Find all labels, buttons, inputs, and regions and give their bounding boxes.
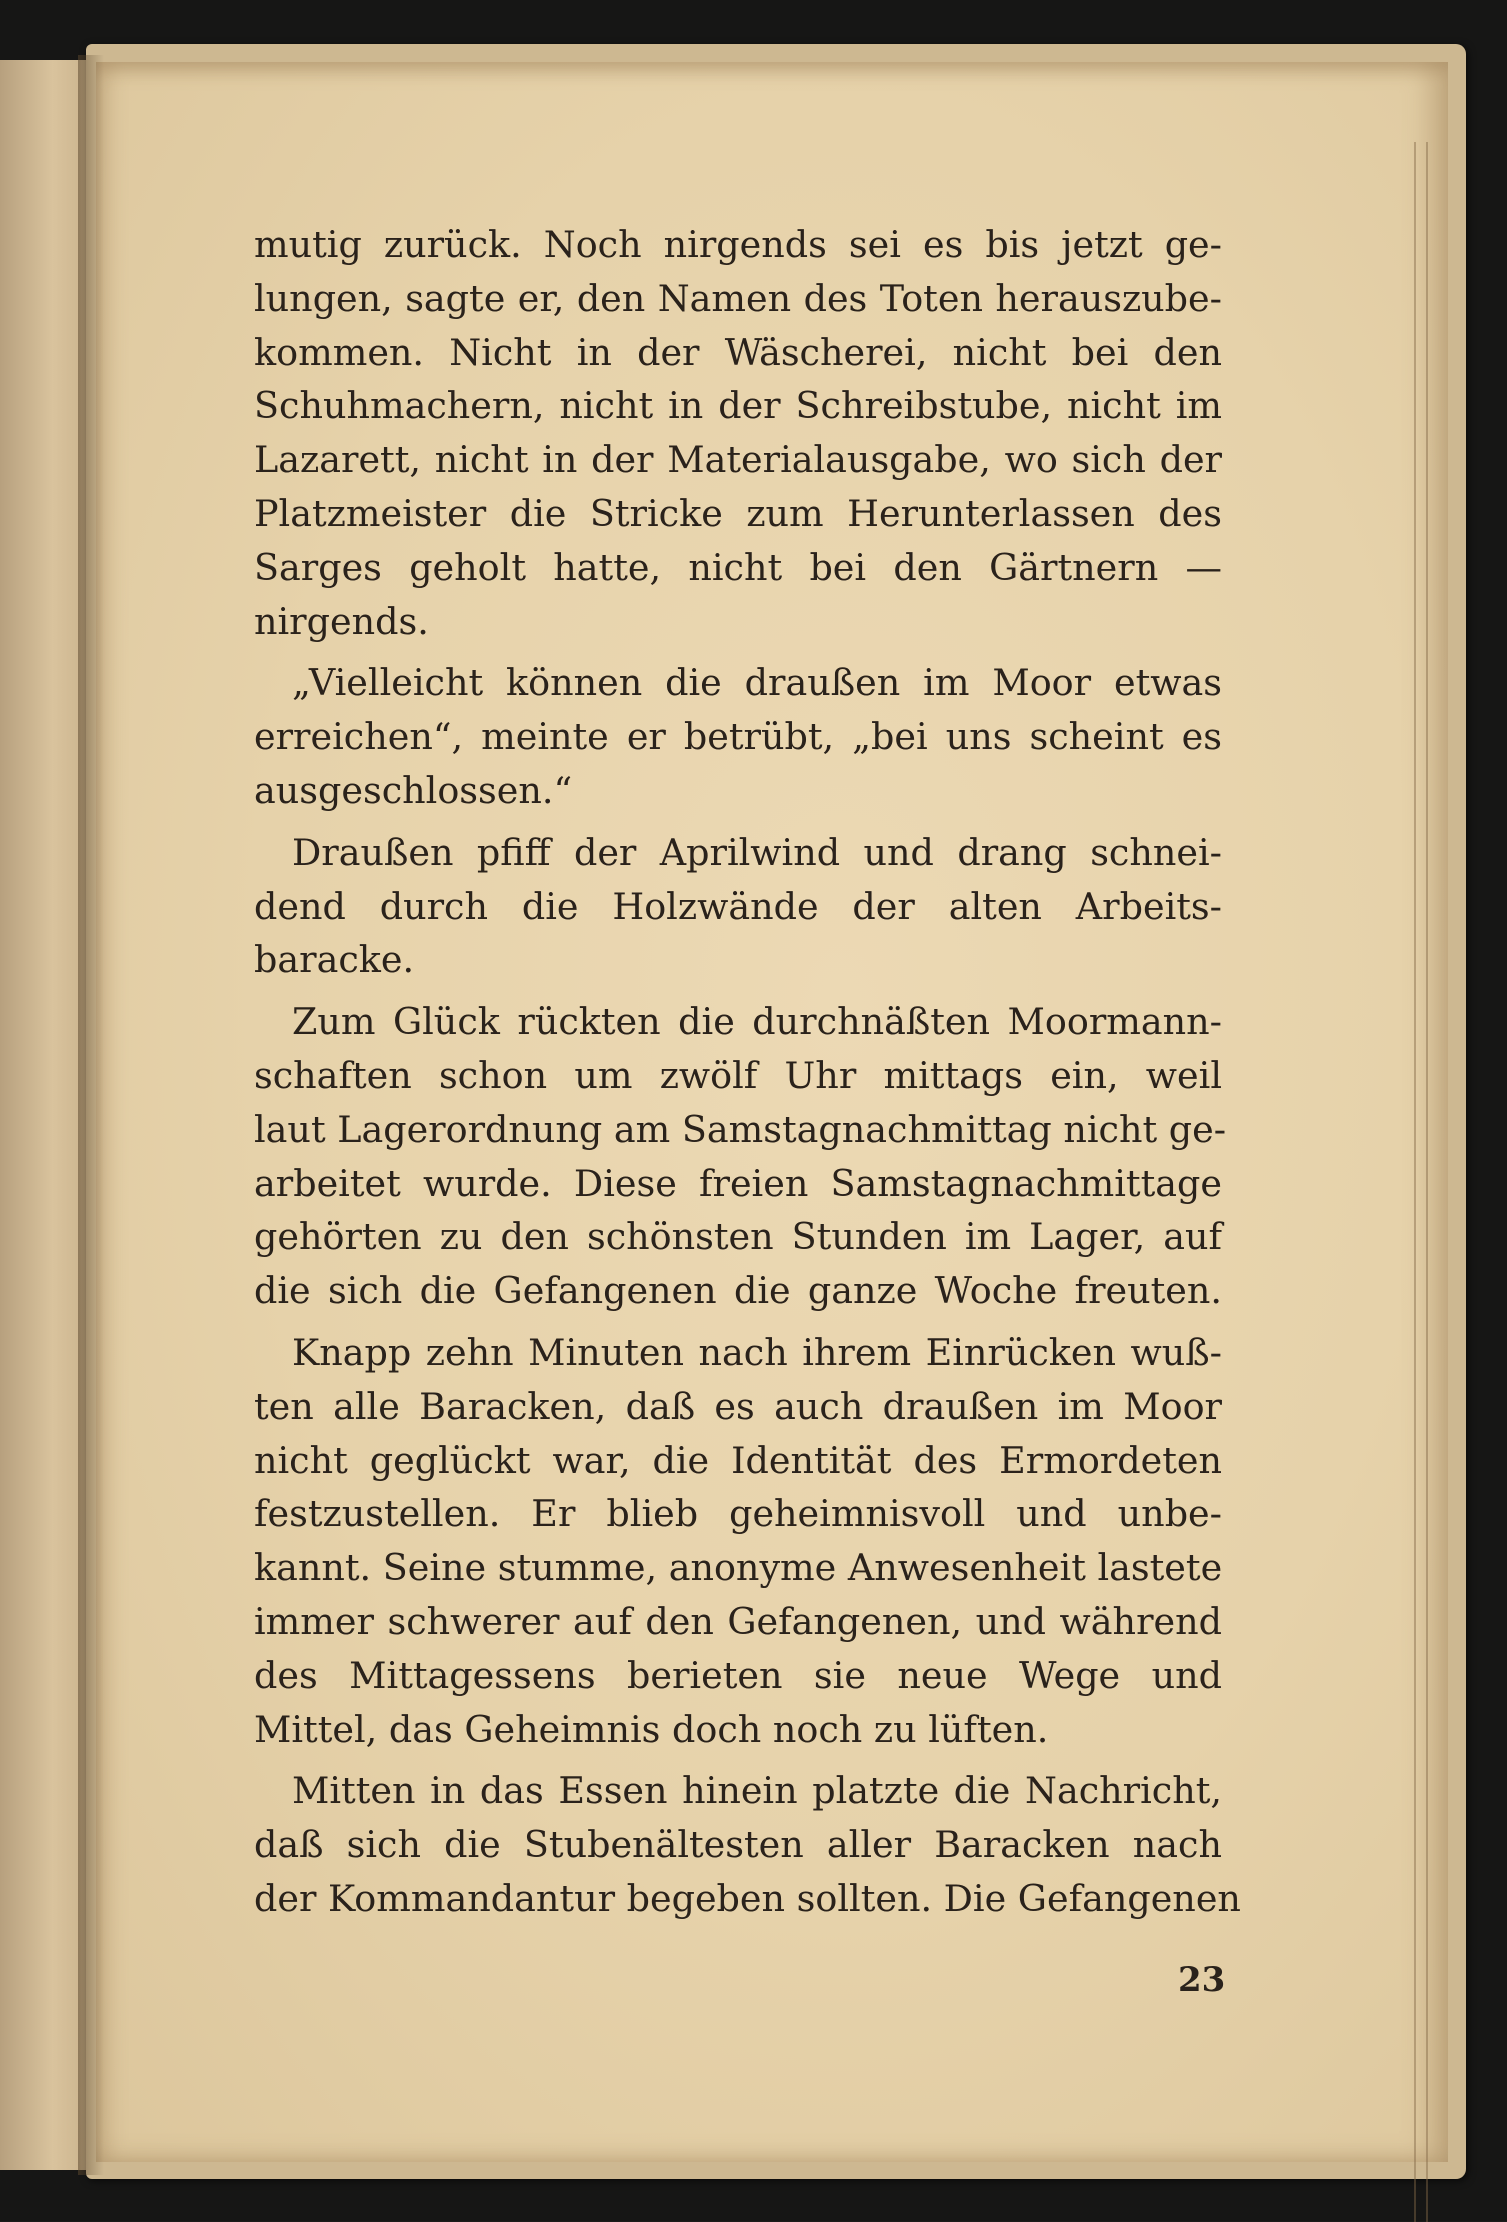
text-line: gehörten zu den schönsten Stunden im Lager, auf	[254, 1215, 1222, 1259]
body-text	[254, 218, 1241, 1926]
text-line: die sich die Gefangenen die ganze Woche freuten.	[254, 1269, 1222, 1313]
paragraph-gap	[254, 1318, 1222, 1326]
text-line: arbeitet wurde. Diese freien Samstagnachmittage	[254, 1161, 1222, 1205]
text-line: Knapp zehn Minuten nach ihrem Einrücken wuß-	[292, 1330, 1222, 1374]
paragraph-gap	[254, 648, 1222, 656]
text-line: kannt. Seine stumme, anonyme Anwesenheit lastete	[254, 1546, 1223, 1590]
text-line: mutig zurück. Noch nirgends sei es bis jetzt ge-	[254, 223, 1222, 266]
text-line: baracke.	[254, 938, 415, 982]
text-line: immer schwerer auf den Gefangenen, und während	[254, 1599, 1222, 1643]
text-line: festzustellen. Er blieb geheimnisvoll und unbe-	[254, 1492, 1222, 1536]
text-line: nicht geglückt war, die Identität des Ermordeten	[254, 1438, 1222, 1482]
text-line: der Kommandantur begeben sollten. Die Gefangenen	[254, 1876, 1241, 1920]
paragraph-gap	[254, 818, 1222, 826]
text-line: lungen, sagte er, den Namen des Toten herauszube-	[254, 276, 1222, 320]
text-line: laut Lagerordnung am Samstagnachmittag nicht ge-	[254, 1107, 1227, 1151]
text-line: Mitten in das Essen hinein platzte die Nachricht,	[292, 1769, 1222, 1813]
paragraph-gap	[254, 987, 1222, 995]
page-edge-line	[1426, 142, 1428, 2222]
text-line: „Vielleicht können die draußen im Moor etwas	[292, 661, 1222, 705]
text-line: Draußen pfiff der Aprilwind und drang schnei-	[292, 830, 1222, 874]
paragraph-gap	[254, 1756, 1222, 1764]
text-line: kommen. Nicht in der Wäscherei, nicht bei den	[254, 330, 1222, 374]
text-line: Lazarett, nicht in der Materialausgabe, wo sich der	[254, 438, 1222, 482]
text-line: dend durch die Holzwände der alten Arbeits-	[254, 884, 1222, 928]
text-line: Sarges geholt hatte, nicht bei den Gärtnern —	[254, 545, 1222, 589]
page-number: 23	[1178, 1960, 1226, 2000]
text-line: Platzmeister die Stricke zum Herunterlassen des	[254, 491, 1222, 535]
text-line: des Mittagessens berieten sie neue Wege und	[254, 1653, 1222, 1697]
text-line: Schuhmachern, nicht in der Schreibstube, nicht im	[254, 384, 1222, 428]
text-line: nirgends.	[254, 599, 429, 643]
text-line: Mittel, das Geheimnis doch noch zu lüften.	[254, 1707, 1049, 1751]
page-edge-line	[1414, 142, 1416, 2222]
text-line: daß sich die Stubenältesten aller Baracken nach	[254, 1823, 1222, 1867]
spine-shadow	[78, 55, 104, 2175]
text-line: erreichen“, meinte er betrübt, „bei uns scheint es	[254, 715, 1222, 759]
text-line: Zum Glück rückten die durchnäßten Moormann-	[292, 1000, 1222, 1044]
text-line: ten alle Baracken, daß es auch draußen im Moor	[254, 1384, 1222, 1428]
text-line: schaften schon um zwölf Uhr mittags ein, weil	[254, 1053, 1222, 1097]
text-line: ausgeschlossen.“	[254, 768, 573, 812]
